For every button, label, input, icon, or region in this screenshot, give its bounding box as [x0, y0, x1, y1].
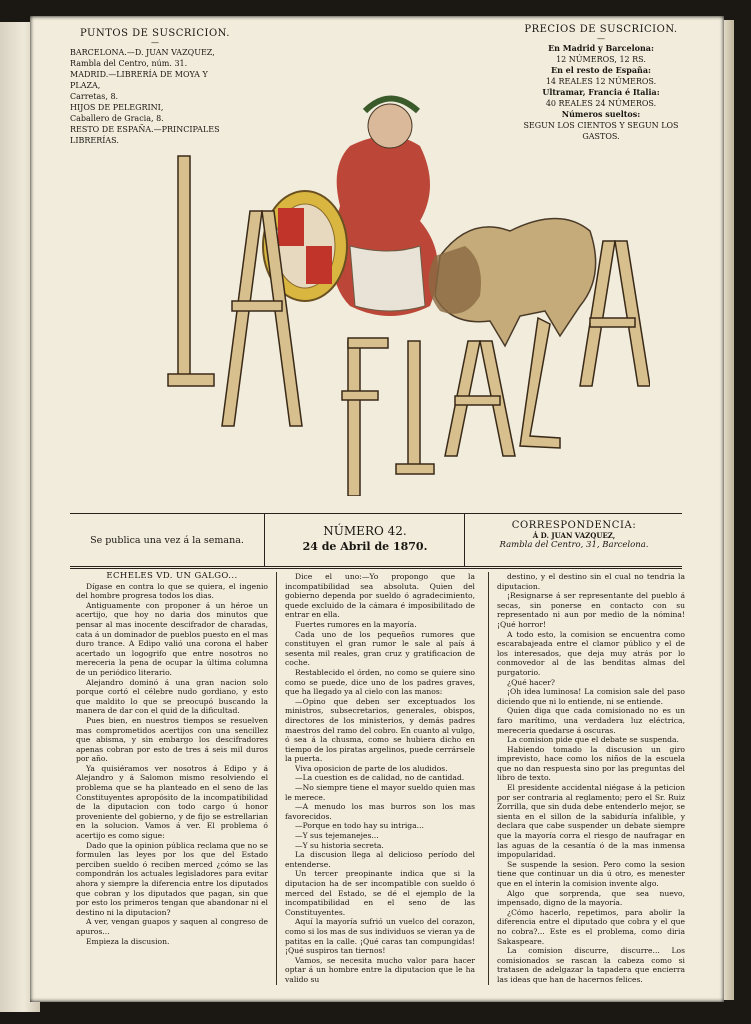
article-title: ECHELES VD. UN GALGO...: [106, 571, 238, 581]
paragraph: —Porque en todo hay su intriga...: [295, 821, 424, 831]
paragraph: Quien diga que cada comisionado no es un faro marítimo, una verdadera luz eléctrica, mereceria quedarse á oscuras.: [497, 706, 685, 735]
paragraph: Dice el uno:—Yo propongo que la incompatibilidad sea absoluta. Quien del gobierno dependa por sueldo ó agradecimiento, quede excluido de la cámara é imposibilitado de entrar en ella.: [285, 572, 475, 620]
price-line: 12 NÚMEROS, 12 RS.: [556, 55, 646, 64]
paragraph: —A menudo los mas burros son los mas favorecidos.: [285, 802, 475, 821]
newspaper-page: [30, 16, 724, 1002]
paragraph: —Y sus tejemanejes...: [295, 831, 379, 841]
paragraph: Cada uno de los pequeños rumores que constituyen el gran rumor le sale al país á sesenta mil reales, gran cruz y gratificacion de coche.: [285, 629, 475, 668]
paragraph: Antiguamente con proponer á un héroe un acertijo, que hoy no daria dos minutos que pensar al mas inocente descifrador de charadas, cata á un dominador de pueblos puesto en el mas duro trance. A Edipo valió una corona el haber acertado un logogrifo que entre nosotros no mereceria la pena de ocupar la última columna de un periódico literario.: [76, 600, 268, 677]
correspondence-title: CORRESPONDENCIA:: [511, 520, 637, 531]
correspondence-name: Á D. JUAN VAZQUEZ,: [532, 531, 616, 540]
column-1: [76, 572, 268, 946]
column-1-text: [76, 582, 268, 947]
price-line: En el resto de España:: [550, 65, 652, 75]
correspondence-address: Rambla del Centro, 31, Barcelona.: [499, 540, 649, 550]
subscription-prices-title: PRECIOS DE SUSCRICION.: [524, 24, 678, 35]
article-columns: [70, 572, 684, 992]
paragraph: A ver, vengan guapos y saquen al congreso de apuros...: [76, 917, 268, 936]
paragraph: Pues bien, en nuestros tiempos se resuelven mas comprometidos acertijos con una sencillez que abisma, y sin embargo los descifradores apenas cobran por esto de tres á seis mil duros por año.: [76, 715, 268, 764]
point-line: RESTO DE ESPAÑA.—PRINCIPALES: [70, 125, 220, 134]
paragraph: Ya quisiéramos ver nosotros á Edipo y á Alejandro y á Salomon mismo resolviendo el problema que se ha planteado en el seno de las Constituyentes apropósito de la incompatibilidad de la diputacion con todo cargo ú honor proveniente del gobierno, y de fijo se estrellarian en la solucion. Vamos á ver. El problema ó acertijo es como sigue:: [76, 763, 268, 841]
point-line: HIJOS DE PELEGRINI,: [70, 103, 164, 112]
correspondence: [466, 514, 682, 566]
paragraph: Un tercer preopinante indica que si la diputacion ha de ser incompatible con sueldo ó merced del Estado, se dé el ejemplo de la incompatibilidad en el seno de las Constituyentes.: [285, 869, 475, 917]
la-flaca-illustration: [90, 56, 650, 496]
paragraph: —La cuestion es de calidad, no de cantidad.: [295, 773, 465, 783]
price-line: Números sueltos:: [561, 109, 641, 119]
point-line: Carretas, 8.: [70, 92, 119, 101]
subscription-prices: PRECIOS DE SUSCRICION. — En Madrid y Barcelona: 12 NÚMEROS, 12 RS. En el resto de España: 14 REALES 12 NÚMEROS. Ultramar, Francia é Italia: 40 REALES 24 NÚMEROS. Números sueltos: SEGUN LOS CIENTOS Y SEGUN LOS GASTOS.: [512, 24, 690, 142]
paragraph: —Opino que deben ser exceptuados los ministros, subsecretarios, generales, obispos, directores de los ministerios, y demás padres maestros del ramo del cobro. En cuanto al vulgo, ó sea á la chusma, como se hubiera dicho en tiempo de los piratas argelinos, puede cerrársele la puerta.: [285, 696, 475, 764]
subscription-points-title: PUNTOS DE SUSCRICION.: [80, 28, 230, 39]
paragraph: Vamos, se necesita mucho valor para hacer optar á un hombre entre la diputacion que le ha valido su: [285, 955, 475, 984]
masthead-title: LA FLACA: [367, 486, 373, 487]
issue-number: NÚMERO 42.: [323, 524, 407, 538]
issue-number-date: [266, 514, 465, 566]
paragraph: ¿Cómo hacerlo, repetimos, para abolir la diferencia entre el diputado que cobra y el que no cobra?... Este es el problema, como diria Sakaspeare.: [497, 907, 685, 946]
price-line: Ultramar, Francia é Italia:: [542, 87, 660, 97]
paragraph: Dígase en contra lo que se quiera, el ingenio del hombre progresa todos los dias.: [76, 581, 268, 601]
paragraph: Empieza la discusion.: [86, 936, 170, 946]
paragraph: Aquí la mayoría sufrió un vuelco del corazon, como si los mas de sus individuos se vieran ya de patitas en la calle. ¡Qué caras tan compungidas! ¡Qué suspiros tan tiernos!: [285, 917, 475, 956]
paragraph: ¿Qué hacer?: [507, 677, 555, 687]
issue-date: 24 de Abril de 1870.: [302, 540, 428, 553]
point-line: Rambla del Centro, núm. 31.: [70, 59, 188, 68]
masthead-illustration: [90, 56, 650, 496]
point-line: BARCELONA.—D. JUAN VAZQUEZ,: [70, 48, 215, 57]
column-2-text: [285, 572, 475, 985]
publication-frequency: Se publica una vez á la semana.: [70, 514, 265, 566]
price-line: 14 REALES 12 NÚMEROS.: [545, 77, 657, 86]
paragraph: Se suspende la sesion. Pero como la sesion tiene que continuar un dia ú otro, es menester que en el ínterin la comision invente algo.: [497, 859, 685, 888]
price-line: SEGUN LOS CIENTOS Y SEGUN LOS GASTOS.: [523, 121, 679, 141]
paragraph: —No siempre tiene el mayor sueldo quien mas le merece.: [285, 783, 475, 802]
paragraph: Algo que sorprenda, que sea nuevo, impensado, digno de la mayoría.: [497, 888, 685, 908]
subscription-points: PUNTOS DE SUSCRICION. — BARCELONA.—D. JUAN VAZQUEZ, Rambla del Centro, núm. 31. MADRID.—LIBRERÍA DE MOYA Y PLAZA, Carretas, 8. HIJOS DE PELEGRINI, Caballero de Gracia, 8. RESTO DE ESPAÑA.—PRINCIPALES LIBRERÍAS.: [70, 28, 240, 146]
price-line: En Madrid y Barcelona:: [548, 43, 654, 53]
paragraph: El presidente accidental niégase á la peticion por ser contraria al reglamento; pero el Sr. Ruiz Zorrilla, que sin duda debe entenderlo mejor, se sienta en el sillon de la sabiduría infalible, y declara que cabe suspender un debate siempre que la mayoría corra el riesgo de naufragar en las aguas de la cesantía ó de la mas inmensa impopularidad.: [497, 783, 685, 860]
column-2: [276, 572, 475, 985]
issue-info-bar: [70, 513, 682, 569]
paragraph: ¡Resignarse á ser representante del pueblo á secas, sin ponerse en contacto con su representado ni aun por medio de la nómina! ¡Qué horror!: [497, 591, 685, 629]
paragraph: La discusion llega al delicioso período del entenderse.: [285, 850, 475, 869]
paragraph: Fuertes rumores en la mayoría.: [295, 619, 417, 629]
paragraph: Restablecido el órden, no como se quiere sino como se puede, dice uno de los padres graves, que ha llegado ya al cielo con las manos:: [285, 667, 475, 697]
paragraph: Habiendo tomado la discusion un giro imprevisto, hace como los niños de la escuela que no dan respuesta sino por las preguntas del libro de texto.: [497, 744, 685, 783]
point-line: LIBRERÍAS.: [70, 136, 119, 145]
price-line: 40 REALES 24 NÚMEROS.: [545, 99, 657, 108]
point-line: Caballero de Gracia, 8.: [70, 114, 164, 123]
point-line: MADRID.—LIBRERÍA DE MOYA Y PLAZA,: [70, 70, 208, 90]
paragraph: A todo esto, la comision se encuentra como escarabajeada entre el clamor público y el de los interesados, que deja muy atrás por lo conmovedor al de las benditas almas del purgatorio.: [497, 629, 685, 677]
paragraph: Dado que la opinion pública reclama que no se formulen las leyes por los que del Estado perciben sueldo ó reciben merced ¿cómo se las compondrán los actuales legisladores para evitar ahora y siempre la diferencia entre los diputados que cobran y los diputados que pagan, sin que por esto los primeros tengan que abandonar ni el destino ni la diputacion?: [76, 840, 268, 917]
paragraph: —Y su historia secreta.: [295, 840, 384, 850]
column-3: [488, 572, 685, 985]
paragraph: destino, y el destino sin el cual no tendria la diputacion.: [497, 572, 685, 591]
paragraph: La comision discurre, discurre... Los comisionados se rascan la cabeza como si tratasen de adelgazar la tapadera que encierra las ideas que han de hacernos felices.: [497, 946, 685, 984]
paragraph: Viva oposicion de parte de los aludidos.: [295, 763, 448, 773]
column-3-text: [497, 572, 685, 985]
paragraph: Alejandro dominó á una gran nacion solo porque cortó el célebre nudo gordiano, y esto que maldito lo que se preocupó buscando la manera de dar con el quid de la dificultad.: [76, 677, 268, 716]
paragraph: La comision pide que el debate se suspenda.: [507, 735, 679, 745]
paragraph: ¡Oh idea luminosa! La comision sale del paso diciendo que ni lo entiende, ni se entiende.: [497, 687, 685, 706]
